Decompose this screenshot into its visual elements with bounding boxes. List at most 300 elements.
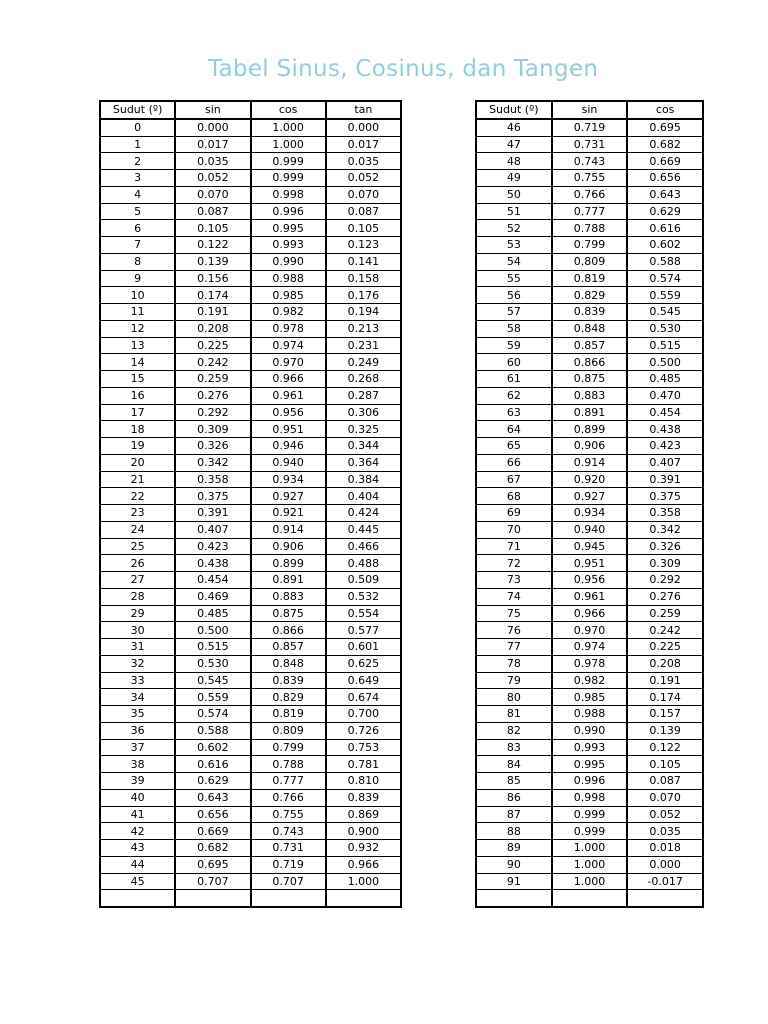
cell-tan: 0.649	[326, 672, 401, 689]
cell-sin: 0.208	[175, 320, 250, 337]
table-row	[100, 153, 401, 170]
cell-cos: 0.921	[251, 505, 326, 522]
cell-sin: 0.966	[552, 605, 628, 622]
cell-sin: 0.743	[552, 153, 628, 170]
cell-tan: 0.344	[326, 438, 401, 455]
table-row	[476, 471, 703, 488]
cell-tan: 0.017	[326, 136, 401, 153]
cell-cos: 0.996	[251, 203, 326, 220]
cell-sin: 0.530	[175, 655, 250, 672]
cell-cos: 0.999	[251, 153, 326, 170]
cell-angle: 38	[100, 756, 175, 773]
cell-angle: 19	[100, 438, 175, 455]
cell-cos: 0.225	[627, 639, 703, 656]
table-row	[100, 237, 401, 254]
table-row	[100, 387, 401, 404]
cell-angle: 49	[476, 170, 552, 187]
table-row	[100, 438, 401, 455]
table-row	[476, 538, 703, 555]
cell-angle: 31	[100, 639, 175, 656]
cell-sin: 0.122	[175, 237, 250, 254]
table-row	[476, 521, 703, 538]
cell-angle: 12	[100, 320, 175, 337]
cell-sin: 0.358	[175, 471, 250, 488]
cell-tan: 0.488	[326, 555, 401, 572]
cell-tan: 0.105	[326, 220, 401, 237]
cell-angle: 13	[100, 337, 175, 354]
table-row	[100, 320, 401, 337]
cell-tan: 0.532	[326, 588, 401, 605]
cell-tan: 0.466	[326, 538, 401, 555]
cell-angle: 20	[100, 454, 175, 471]
cell-angle: 62	[476, 387, 552, 404]
cell-cos: 0.995	[251, 220, 326, 237]
cell-angle: 37	[100, 739, 175, 756]
cell-sin: 0.225	[175, 337, 250, 354]
cell-cos: 0.309	[627, 555, 703, 572]
cell-cos: 1.000	[251, 136, 326, 153]
table-row	[100, 890, 401, 907]
cell-sin: 0.469	[175, 588, 250, 605]
table-row	[476, 806, 703, 823]
cell-cos: 0.342	[627, 521, 703, 538]
cell-tan: 0.753	[326, 739, 401, 756]
cell-sin: 0.035	[175, 153, 250, 170]
table-row	[476, 371, 703, 388]
cell-cos: 0.998	[251, 186, 326, 203]
cell-sin: 0.174	[175, 287, 250, 304]
cell-tan: 0.932	[326, 840, 401, 857]
cell-cos: 0.899	[251, 555, 326, 572]
cell-tan: 0.726	[326, 722, 401, 739]
table-row	[100, 304, 401, 321]
table-row	[100, 337, 401, 354]
table-row	[476, 823, 703, 840]
table-row	[476, 773, 703, 790]
cell-angle: 86	[476, 789, 552, 806]
table-row	[476, 220, 703, 237]
cell-angle: 5	[100, 203, 175, 220]
cell-tan	[326, 890, 401, 907]
cell-angle: 51	[476, 203, 552, 220]
cell-cos: 0.743	[251, 823, 326, 840]
cell-sin: 0.309	[175, 421, 250, 438]
cell-cos: 0.122	[627, 739, 703, 756]
cell-angle: 56	[476, 287, 552, 304]
cell-cos: 0.000	[627, 856, 703, 873]
cell-sin: 0.731	[552, 136, 628, 153]
column-header-tan: tan	[326, 101, 401, 119]
cell-tan: 0.424	[326, 505, 401, 522]
cell-angle: 54	[476, 253, 552, 270]
cell-angle: 47	[476, 136, 552, 153]
cell-cos: 0.087	[627, 773, 703, 790]
cell-angle: 63	[476, 404, 552, 421]
cell-angle: 76	[476, 622, 552, 639]
cell-sin: 0.985	[552, 689, 628, 706]
cell-sin: 0.891	[552, 404, 628, 421]
table-row	[476, 337, 703, 354]
cell-cos: 0.515	[627, 337, 703, 354]
cell-cos: 0.292	[627, 572, 703, 589]
cell-sin: 0.956	[552, 572, 628, 589]
cell-sin: 0.719	[552, 119, 628, 136]
cell-tan: 0.287	[326, 387, 401, 404]
page-title: Tabel Sinus, Cosinus, dan Tangen	[208, 56, 599, 82]
cell-angle	[476, 890, 552, 907]
cell-tan: 0.601	[326, 639, 401, 656]
cell-angle: 60	[476, 354, 552, 371]
cell-sin: 0.988	[552, 706, 628, 723]
table-row	[476, 270, 703, 287]
column-header-cos: cos	[627, 101, 703, 119]
cell-angle: 73	[476, 572, 552, 589]
cell-angle: 8	[100, 253, 175, 270]
cell-tan: 0.141	[326, 253, 401, 270]
cell-angle: 11	[100, 304, 175, 321]
cell-angle: 34	[100, 689, 175, 706]
cell-sin: 0.000	[175, 119, 250, 136]
cell-cos: 0.485	[627, 371, 703, 388]
cell-sin: 0.105	[175, 220, 250, 237]
cell-cos: 0.788	[251, 756, 326, 773]
table-row	[100, 270, 401, 287]
cell-cos: 0.018	[627, 840, 703, 857]
cell-sin: 0.052	[175, 170, 250, 187]
cell-sin: 0.017	[175, 136, 250, 153]
cell-tan: 0.000	[326, 119, 401, 136]
table-row	[100, 622, 401, 639]
table-row	[476, 454, 703, 471]
cell-sin: 0.799	[552, 237, 628, 254]
table-row	[100, 454, 401, 471]
table-row	[476, 890, 703, 907]
cell-angle: 25	[100, 538, 175, 555]
cell-sin: 0.777	[552, 203, 628, 220]
cell-sin: 0.982	[552, 672, 628, 689]
cell-cos	[251, 890, 326, 907]
cell-angle: 78	[476, 655, 552, 672]
cell-cos: 0.875	[251, 605, 326, 622]
cell-cos: 0.242	[627, 622, 703, 639]
cell-tan: 0.781	[326, 756, 401, 773]
cell-angle: 55	[476, 270, 552, 287]
cell-cos: 0.766	[251, 789, 326, 806]
cell-tan: 0.087	[326, 203, 401, 220]
cell-cos: 0.682	[627, 136, 703, 153]
table-row	[476, 856, 703, 873]
cell-cos: 0.974	[251, 337, 326, 354]
cell-tan: 0.509	[326, 572, 401, 589]
cell-angle: 44	[100, 856, 175, 873]
cell-angle: 1	[100, 136, 175, 153]
cell-tan: 0.364	[326, 454, 401, 471]
cell-angle: 40	[100, 789, 175, 806]
cell-angle: 23	[100, 505, 175, 522]
cell-sin: 0.342	[175, 454, 250, 471]
cell-tan: 0.176	[326, 287, 401, 304]
cell-tan: 0.070	[326, 186, 401, 203]
cell-sin: 0.999	[552, 806, 628, 823]
cell-tan: 0.554	[326, 605, 401, 622]
cell-tan: 0.404	[326, 488, 401, 505]
cell-sin: 0.970	[552, 622, 628, 639]
cell-cos: 0.191	[627, 672, 703, 689]
cell-angle: 10	[100, 287, 175, 304]
cell-sin: 0.656	[175, 806, 250, 823]
cell-sin: 0.999	[552, 823, 628, 840]
cell-tan: 0.249	[326, 354, 401, 371]
cell-sin: 0.454	[175, 572, 250, 589]
cell-angle: 21	[100, 471, 175, 488]
cell-cos: 0.848	[251, 655, 326, 672]
cell-angle: 67	[476, 471, 552, 488]
table-row	[100, 220, 401, 237]
cell-sin: 0.500	[175, 622, 250, 639]
cell-sin: 0.407	[175, 521, 250, 538]
cell-cos: 0.035	[627, 823, 703, 840]
cell-angle: 39	[100, 773, 175, 790]
table-row	[100, 756, 401, 773]
cell-cos: 0.326	[627, 538, 703, 555]
cell-angle: 50	[476, 186, 552, 203]
cell-cos: 0.157	[627, 706, 703, 723]
cell-sin: 0.857	[552, 337, 628, 354]
cell-sin: 1.000	[552, 873, 628, 890]
cell-cos: 0.588	[627, 253, 703, 270]
cell-angle: 84	[476, 756, 552, 773]
cell-angle: 87	[476, 806, 552, 823]
cell-sin	[552, 890, 628, 907]
table-row	[476, 756, 703, 773]
cell-angle: 46	[476, 119, 552, 136]
cell-angle: 61	[476, 371, 552, 388]
table-row	[100, 789, 401, 806]
cell-angle: 57	[476, 304, 552, 321]
cell-cos: 0.139	[627, 722, 703, 739]
table-row	[476, 186, 703, 203]
cell-cos: 0.423	[627, 438, 703, 455]
cell-cos: 0.961	[251, 387, 326, 404]
table-row	[476, 873, 703, 890]
cell-cos: 0.602	[627, 237, 703, 254]
cell-angle: 59	[476, 337, 552, 354]
table-row	[100, 655, 401, 672]
cell-cos: 0.999	[251, 170, 326, 187]
cell-tan: 0.384	[326, 471, 401, 488]
cell-sin: 0.485	[175, 605, 250, 622]
cell-sin: 0.292	[175, 404, 250, 421]
cell-cos: 0.927	[251, 488, 326, 505]
cell-angle: 28	[100, 588, 175, 605]
table-row	[100, 639, 401, 656]
cell-angle: 7	[100, 237, 175, 254]
table-row	[100, 170, 401, 187]
cell-cos: 0.438	[627, 421, 703, 438]
table-row	[100, 538, 401, 555]
table-row	[476, 588, 703, 605]
cell-sin: 0.391	[175, 505, 250, 522]
cell-sin: 0.914	[552, 454, 628, 471]
table-row	[100, 186, 401, 203]
cell-angle: 81	[476, 706, 552, 723]
cell-angle: 45	[100, 873, 175, 890]
cell-sin: 1.000	[552, 840, 628, 857]
cell-cos: 0.839	[251, 672, 326, 689]
cell-sin: 0.934	[552, 505, 628, 522]
cell-sin: 0.423	[175, 538, 250, 555]
table-row	[100, 773, 401, 790]
cell-tan: 0.213	[326, 320, 401, 337]
cell-angle	[100, 890, 175, 907]
cell-sin: 0.829	[552, 287, 628, 304]
table-row	[100, 588, 401, 605]
table-row	[476, 639, 703, 656]
table-row	[100, 521, 401, 538]
cell-cos: -0.017	[627, 873, 703, 890]
column-header-sin: sin	[552, 101, 628, 119]
cell-tan: 0.445	[326, 521, 401, 538]
cell-sin: 0.951	[552, 555, 628, 572]
cell-sin: 0.974	[552, 639, 628, 656]
table-row	[476, 438, 703, 455]
cell-cos: 0.454	[627, 404, 703, 421]
table-row	[476, 354, 703, 371]
cell-angle: 68	[476, 488, 552, 505]
cell-angle: 2	[100, 153, 175, 170]
table-header-row	[476, 101, 703, 119]
table-row	[476, 153, 703, 170]
table-row	[476, 672, 703, 689]
cell-sin: 0.588	[175, 722, 250, 739]
column-header-angle: Sudut (º)	[476, 101, 552, 119]
cell-cos: 0.956	[251, 404, 326, 421]
cell-sin: 0.375	[175, 488, 250, 505]
table-row	[476, 722, 703, 739]
cell-cos: 0.891	[251, 572, 326, 589]
cell-angle: 80	[476, 689, 552, 706]
cell-angle: 83	[476, 739, 552, 756]
cell-cos: 0.857	[251, 639, 326, 656]
table-row	[100, 421, 401, 438]
cell-sin: 0.707	[175, 873, 250, 890]
cell-sin: 0.755	[552, 170, 628, 187]
cell-sin: 0.839	[552, 304, 628, 321]
cell-angle: 15	[100, 371, 175, 388]
cell-angle: 29	[100, 605, 175, 622]
cell-tan: 0.158	[326, 270, 401, 287]
cell-sin: 0.574	[175, 706, 250, 723]
table-row	[476, 655, 703, 672]
table-row	[100, 253, 401, 270]
cell-sin: 0.766	[552, 186, 628, 203]
cell-cos: 0.375	[627, 488, 703, 505]
cell-angle: 74	[476, 588, 552, 605]
cell-cos: 0.500	[627, 354, 703, 371]
table-row	[476, 404, 703, 421]
cell-cos: 0.993	[251, 237, 326, 254]
cell-sin: 0.326	[175, 438, 250, 455]
cell-tan: 0.231	[326, 337, 401, 354]
cell-cos: 0.052	[627, 806, 703, 823]
table-header-row	[100, 101, 401, 119]
cell-sin: 0.139	[175, 253, 250, 270]
cell-angle: 75	[476, 605, 552, 622]
table-row	[100, 689, 401, 706]
cell-cos: 0.970	[251, 354, 326, 371]
cell-tan: 0.869	[326, 806, 401, 823]
cell-angle: 42	[100, 823, 175, 840]
column-header-angle: Sudut (º)	[100, 101, 175, 119]
cell-angle: 36	[100, 722, 175, 739]
table-row	[476, 555, 703, 572]
cell-cos: 0.719	[251, 856, 326, 873]
table-row	[100, 505, 401, 522]
cell-angle: 91	[476, 873, 552, 890]
cell-angle: 3	[100, 170, 175, 187]
cell-angle: 72	[476, 555, 552, 572]
cell-sin: 0.883	[552, 387, 628, 404]
cell-sin: 0.920	[552, 471, 628, 488]
cell-angle: 85	[476, 773, 552, 790]
table-row	[476, 119, 703, 136]
cell-angle: 48	[476, 153, 552, 170]
cell-tan: 0.674	[326, 689, 401, 706]
table-row	[476, 253, 703, 270]
table-row	[100, 739, 401, 756]
table-row	[100, 404, 401, 421]
cell-angle: 4	[100, 186, 175, 203]
cell-sin: 0.866	[552, 354, 628, 371]
column-header-sin: sin	[175, 101, 250, 119]
column-header-cos: cos	[251, 101, 326, 119]
cell-cos: 0.629	[627, 203, 703, 220]
cell-cos: 0.819	[251, 706, 326, 723]
table-row	[476, 421, 703, 438]
cell-cos: 0.731	[251, 840, 326, 857]
cell-sin: 0.276	[175, 387, 250, 404]
table-row	[476, 739, 703, 756]
table-row	[100, 873, 401, 890]
cell-angle: 88	[476, 823, 552, 840]
cell-sin: 0.559	[175, 689, 250, 706]
cell-cos: 0.707	[251, 873, 326, 890]
table-row	[476, 605, 703, 622]
cell-angle: 30	[100, 622, 175, 639]
cell-angle: 64	[476, 421, 552, 438]
table-row	[476, 387, 703, 404]
table-row	[100, 672, 401, 689]
cell-sin: 0.995	[552, 756, 628, 773]
cell-sin: 0.156	[175, 270, 250, 287]
cell-sin: 0.875	[552, 371, 628, 388]
cell-sin: 0.978	[552, 655, 628, 672]
cell-cos: 0.559	[627, 287, 703, 304]
cell-cos: 0.990	[251, 253, 326, 270]
cell-tan: 0.194	[326, 304, 401, 321]
cell-cos: 0.643	[627, 186, 703, 203]
cell-tan: 0.700	[326, 706, 401, 723]
cell-cos: 0.358	[627, 505, 703, 522]
cell-sin: 0.927	[552, 488, 628, 505]
cell-cos: 0.407	[627, 454, 703, 471]
cell-cos: 0.391	[627, 471, 703, 488]
cell-cos: 0.799	[251, 739, 326, 756]
cell-cos: 0.616	[627, 220, 703, 237]
cell-sin: 0.643	[175, 789, 250, 806]
table-row	[100, 555, 401, 572]
cell-sin: 0.087	[175, 203, 250, 220]
